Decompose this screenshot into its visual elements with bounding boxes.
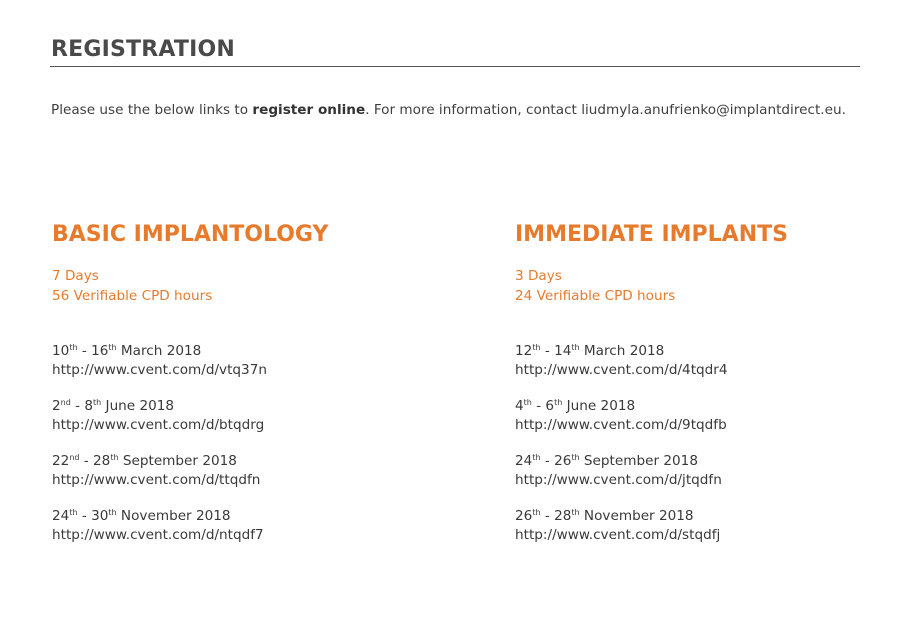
registration-link[interactable]: http://www.cvent.com/d/4tqdr4 xyxy=(515,362,728,378)
end-day-suffix: th xyxy=(93,398,102,407)
session-dates xyxy=(515,452,895,471)
end-day: - 30 xyxy=(77,508,109,524)
start-day: 4 xyxy=(515,398,524,414)
end-day: - 14 xyxy=(540,343,572,359)
start-day-suffix: th xyxy=(532,343,541,352)
session-list xyxy=(515,342,895,562)
session-dates xyxy=(52,452,432,471)
session-dates xyxy=(515,342,895,361)
start-day: 2 xyxy=(52,398,61,414)
end-day: - 16 xyxy=(77,343,109,359)
registration-link[interactable]: http://www.cvent.com/d/btqdrg xyxy=(52,417,265,433)
end-day-suffix: th xyxy=(571,453,580,462)
start-day: 26 xyxy=(515,508,533,524)
end-day: - 6 xyxy=(531,398,555,414)
start-day: 24 xyxy=(52,508,70,524)
session-dates xyxy=(52,342,432,361)
session-item xyxy=(52,342,432,397)
start-day-suffix: th xyxy=(523,398,532,407)
month-year: September 2018 xyxy=(579,453,698,469)
session-item xyxy=(515,507,895,562)
month-year: June 2018 xyxy=(101,398,175,414)
month-year: March 2018 xyxy=(579,343,665,359)
session-list xyxy=(52,342,432,562)
start-day: 12 xyxy=(515,343,533,359)
title-divider xyxy=(50,66,860,67)
end-day: - 26 xyxy=(540,453,572,469)
session-dates xyxy=(515,507,895,526)
start-day-suffix: th xyxy=(532,453,541,462)
session-item xyxy=(515,452,895,507)
course-title: BASIC IMPLANTOLOGY xyxy=(52,222,329,247)
session-dates xyxy=(52,397,432,416)
course-cpd-hours: 56 Verifiable CPD hours xyxy=(52,288,213,304)
end-day-suffix: th xyxy=(571,508,580,517)
start-day: 10 xyxy=(52,343,70,359)
session-item xyxy=(52,452,432,507)
course-basic-implantology xyxy=(52,221,432,562)
session-item xyxy=(52,507,432,562)
start-day: 24 xyxy=(515,453,533,469)
month-year: November 2018 xyxy=(579,508,694,524)
intro-text-start: Please use the below links to xyxy=(51,102,253,118)
session-dates xyxy=(52,507,432,526)
month-year: March 2018 xyxy=(116,343,202,359)
course-cpd-hours: 24 Verifiable CPD hours xyxy=(515,288,676,304)
course-immediate-implants xyxy=(515,221,895,562)
course-duration: 3 Days xyxy=(515,268,562,284)
end-day-suffix: th xyxy=(108,508,117,517)
end-day: - 28 xyxy=(540,508,572,524)
session-item xyxy=(515,397,895,452)
end-day: - 28 xyxy=(79,453,111,469)
course-meta xyxy=(515,266,895,306)
month-year: June 2018 xyxy=(562,398,636,414)
registration-link[interactable]: http://www.cvent.com/d/vtq37n xyxy=(52,362,267,378)
start-day-suffix: th xyxy=(69,508,78,517)
month-year: November 2018 xyxy=(116,508,231,524)
end-day-suffix: th xyxy=(571,343,580,352)
end-day: - 8 xyxy=(70,398,94,414)
intro-text-emphasis: register online xyxy=(252,102,366,118)
course-meta xyxy=(52,266,432,306)
registration-link[interactable]: http://www.cvent.com/d/ntqdf7 xyxy=(52,527,264,543)
course-duration: 7 Days xyxy=(52,268,99,284)
start-day-suffix: nd xyxy=(60,398,71,407)
registration-link[interactable]: http://www.cvent.com/d/9tqdfb xyxy=(515,417,727,433)
start-day-suffix: th xyxy=(69,343,78,352)
end-day-suffix: th xyxy=(554,398,563,407)
registration-link[interactable]: http://www.cvent.com/d/stqdfj xyxy=(515,527,721,543)
registration-link[interactable]: http://www.cvent.com/d/ttqdfn xyxy=(52,472,261,488)
session-item xyxy=(52,397,432,452)
start-day-suffix: nd xyxy=(69,453,80,462)
registration-link[interactable]: http://www.cvent.com/d/jtqdfn xyxy=(515,472,722,488)
start-day-suffix: th xyxy=(532,508,541,517)
end-day-suffix: th xyxy=(110,453,119,462)
session-dates xyxy=(515,397,895,416)
session-item xyxy=(515,342,895,397)
month-year: September 2018 xyxy=(118,453,237,469)
course-title: IMMEDIATE IMPLANTS xyxy=(515,222,788,247)
page-title: REGISTRATION xyxy=(51,37,236,62)
intro-text-end: . For more information, contact liudmyla.anufrienko@implantdirect.eu. xyxy=(365,102,846,118)
end-day-suffix: th xyxy=(108,343,117,352)
intro-text xyxy=(51,101,846,119)
start-day: 22 xyxy=(52,453,70,469)
